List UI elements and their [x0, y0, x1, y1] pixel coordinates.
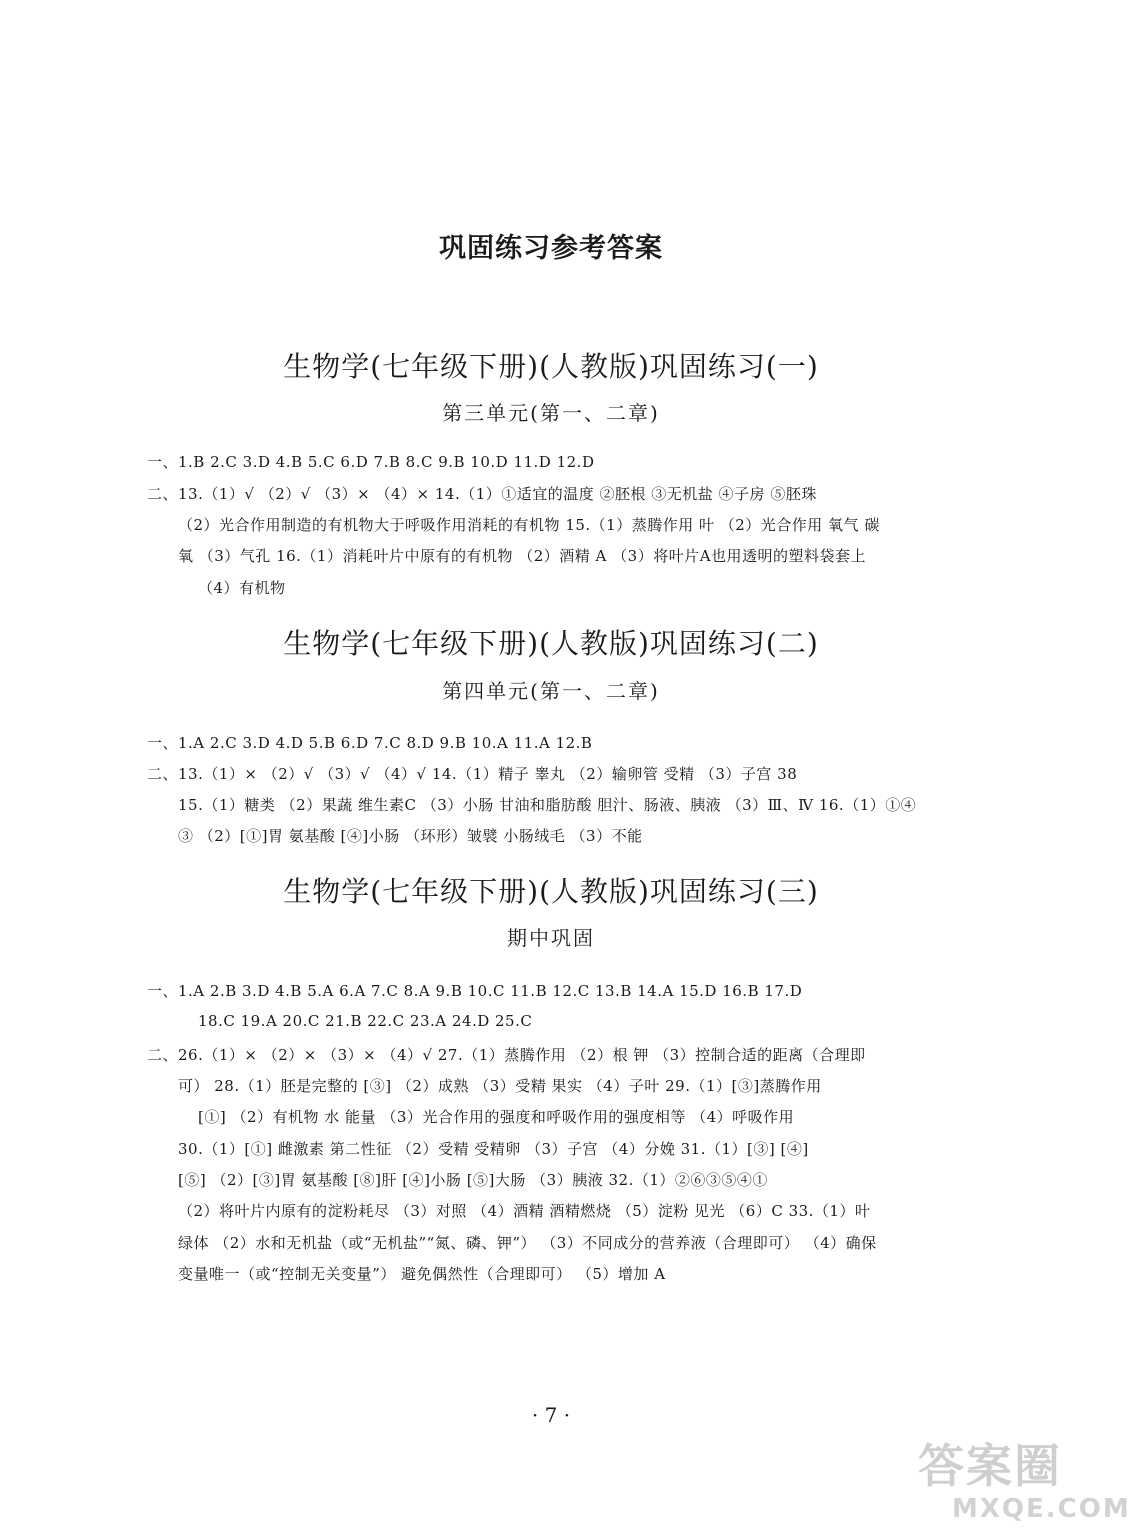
page-number: · 7 · — [531, 1403, 571, 1427]
answer-line: 一、1.B 2.C 3.D 4.B 5.C 6.D 7.B 8.C 9.B 10.D 11.D 12.D — [147, 453, 595, 471]
answer-line: 二、13.（1）× （2）√ （3）√ （4）√ 14.（1）精子 睾丸 （2）输卵管 受精 （3）子宫 38 — [147, 765, 798, 783]
answer-line: （2）将叶片内原有的淀粉耗尽 （3）对照 （4）酒精 酒精燃烧 （5）淀粉 见光 （6）C 33.（1）叶 — [178, 1202, 871, 1220]
answer-line: 二、13.（1）√ （2）√ （3）× （4）× 14.（1）①适宜的温度 ②胚根 ③无机盐 ④子房 ⑤胚珠 — [147, 485, 817, 503]
section-1-title: 生物学(七年级下册)(人教版)巩固练习(一) — [283, 350, 819, 383]
watermark-logo-text: 答案圈 — [918, 1439, 1062, 1493]
section-2-subtitle: 第四单元(第一、二章) — [442, 679, 660, 703]
answer-line: 氧 （3）气孔 16.（1）消耗叶片中原有的有机物 （2）酒精 A （3）将叶片A也用透明的塑料袋套上 — [178, 547, 867, 565]
answer-line: （2）光合作用制造的有机物大于呼吸作用消耗的有机物 15.（1）蒸腾作用 叶 （2）光合作用 氧气 碳 — [178, 516, 880, 534]
section-1-subtitle: 第三单元(第一、二章) — [442, 401, 660, 425]
section-3-subtitle: 期中巩固 — [507, 926, 595, 950]
section-3-title: 生物学(七年级下册)(人教版)巩固练习(三) — [283, 875, 819, 908]
section-2-title: 生物学(七年级下册)(人教版)巩固练习(二) — [283, 627, 819, 660]
answer-line: 一、1.A 2.C 3.D 4.D 5.B 6.D 7.C 8.D 9.B 10.A 11.A 12.B — [147, 734, 593, 752]
answer-line: 15.（1）糖类 （2）果蔬 维生素C （3）小肠 甘油和脂肪酸 胆汁、肠液、胰液 （3）Ⅲ、Ⅳ 16.（1）①④ — [178, 796, 917, 814]
answer-line: 30.（1）[①] 雌激素 第二性征 （2）受精 受精卵 （3）子宫 （4）分娩 31.（1）[③] [④] — [178, 1140, 809, 1158]
watermark-site-text: MXQE.COM — [952, 1494, 1131, 1524]
answer-line: 可） 28.（1）胚是完整的 [③] （2）成熟 （3）受精 果实 （4）子叶 29.（1）[③]蒸腾作用 — [178, 1077, 822, 1095]
answer-line: 变量唯一（或“控制无关变量”） 避免偶然性（合理即可） （5）增加 A — [178, 1265, 666, 1283]
answer-line: 一、1.A 2.B 3.D 4.B 5.A 6.A 7.C 8.A 9.B 10.C 11.B 12.C 13.B 14.A 15.D 16.B 17.D — [147, 982, 803, 1000]
answer-line: ③ （2）[①]胃 氨基酸 [④]小肠 （环形）皱襞 小肠绒毛 （3）不能 — [178, 827, 643, 845]
watermark-logo — [918, 1430, 1131, 1530]
answer-line: （4）有机物 — [198, 579, 286, 597]
answer-line: 18.C 19.A 20.C 21.B 22.C 23.A 24.D 25.C — [198, 1012, 533, 1030]
answer-line: 绿体 （2）水和无机盐（或“无机盐”“氮、磷、钾”） （3）不同成分的营养液（合理即可） （4）确保 — [178, 1234, 877, 1252]
page-title: 巩固练习参考答案 — [439, 233, 663, 264]
answer-line: [⑤] （2）[③]胃 氨基酸 [⑧]肝 [④]小肠 [⑤]大肠 （3）胰液 32.（1）②⑥③⑤④① — [178, 1171, 768, 1189]
answer-line: [①] （2）有机物 水 能量 （3）光合作用的强度和呼吸作用的强度相等 （4）呼吸作用 — [198, 1108, 795, 1126]
answer-line: 二、26.（1）× （2）× （3）× （4）√ 27.（1）蒸腾作用 （2）根 钾 （3）控制合适的距离（合理即 — [147, 1046, 866, 1064]
